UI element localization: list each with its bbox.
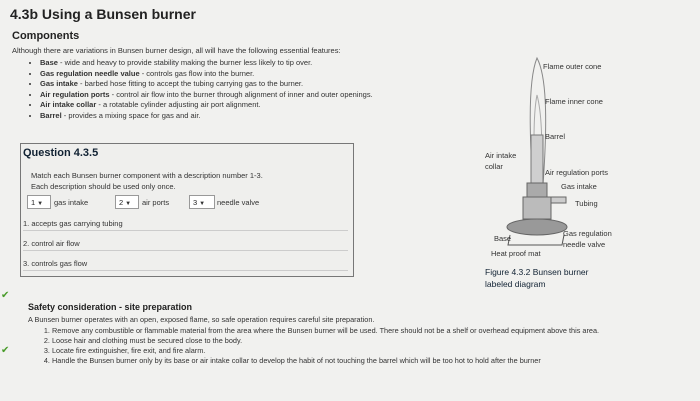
chevron-down-icon: ▼ [37,201,44,207]
select-label: needle valve [217,198,260,207]
safety-list [40,326,692,366]
list-item: 2. Loose hair and clothing must be secured close to the body. [52,336,692,346]
label-collar: collar [485,162,503,171]
select-value: 2 [119,198,124,207]
components-heading: Components [12,30,80,42]
feature-desc: - a rotatable cylinder adjusting air port alignment. [96,100,261,109]
figure-caption [485,266,588,290]
caption-line: labeled diagram [485,279,546,289]
label-gas-regulation: Gas regulation [563,229,612,238]
list-item [40,90,373,101]
body-shape [523,197,551,219]
question-title: Question 4.3.5 [23,147,99,159]
check-icon: ✔ [1,290,10,301]
label-base: Base [494,234,512,243]
label-air-intake: Air intake [485,151,517,160]
feature-name: Gas intake [40,79,78,88]
match-select-3[interactable] [189,195,215,209]
chevron-down-icon: ▼ [199,201,206,207]
list-item: 1. Remove any combustible or flammable material from the area where the Bunsen burner will be used. There should not be a shelf or overhead equipment above this area. [52,326,692,336]
description-item: 3. controls gas flow [23,258,348,271]
safety-intro: A Bunsen burner operates with an open, exposed flame, so safe operation requires careful site preparation. [28,315,375,324]
feature-name: Gas regulation needle value [40,68,140,78]
components-intro: Although there are variations in Bunsen burner design, all will have the following essential features: [12,46,341,55]
feature-desc: - controls gas flow into the burner. [139,68,255,78]
check-icon: ✔ [1,345,10,356]
list-item [40,79,373,90]
feature-name: Air regulation ports [40,89,110,99]
caption-line: Figure 4.3.2 Bunsen burner [485,267,589,277]
select-label: air ports [142,198,170,207]
description-item: 2. control air flow [23,238,348,251]
label-barrel: Barrel [545,132,566,141]
list-item [40,58,373,69]
label-flame-outer: Flame outer cone [543,62,602,71]
list-item: 3. Locate fire extinguisher, fire exit, and fire alarm. [52,346,692,356]
list-item [40,69,373,80]
question-box [20,143,354,277]
select-value: 3 [193,198,198,207]
description-item: 1. accepts gas carrying tubing [23,218,348,231]
label-needle-valve: needle valve [563,240,606,249]
label-tubing: Tubing [575,199,598,208]
feature-desc: - provides a mixing space for gas and air. [61,110,201,120]
safety-heading: Safety consideration - site preparation [28,302,193,312]
question-instructions [31,170,263,192]
feature-name: Barrel [40,110,62,120]
page-title: 4.3b Using a Bunsen burner [10,6,196,22]
feature-name: Air intake collar [40,100,97,109]
list-item [40,111,373,122]
base-shape [507,219,567,235]
list-item: 4. Handle the Bunsen burner only by its base or air intake collar to develop the habit of not touching the barrel which will be too hot to hold after the burner [52,356,692,366]
feature-name: Base [40,58,58,67]
feature-desc: - wide and heavy to provide stability making the burner less likely to tip over. [57,58,313,67]
match-select-2[interactable] [115,195,139,209]
list-item [40,100,373,111]
instruction-line: Match each Bunsen burner component with a description number 1-3. [31,171,263,180]
label-air-regulation: Air regulation ports [545,168,608,177]
label-flame-inner: Flame inner cone [545,97,603,106]
feature-desc: - barbed hose fitting to accept the tubing carrying gas to the burner. [77,79,304,88]
heat-mat-shape [508,235,564,245]
label-heat-mat: Heat proof mat [491,249,541,258]
select-label: gas intake [54,198,89,207]
feature-desc: - control air flow into the burner through alignment of inner and outer openings. [109,89,373,99]
collar-shape [527,183,547,197]
label-gas-intake: Gas intake [561,182,597,191]
select-value: 1 [31,198,36,207]
match-select-1[interactable] [27,195,51,209]
instruction-line: Each description should be used only once. [31,182,176,191]
chevron-down-icon: ▼ [125,201,132,207]
features-list [30,58,373,121]
